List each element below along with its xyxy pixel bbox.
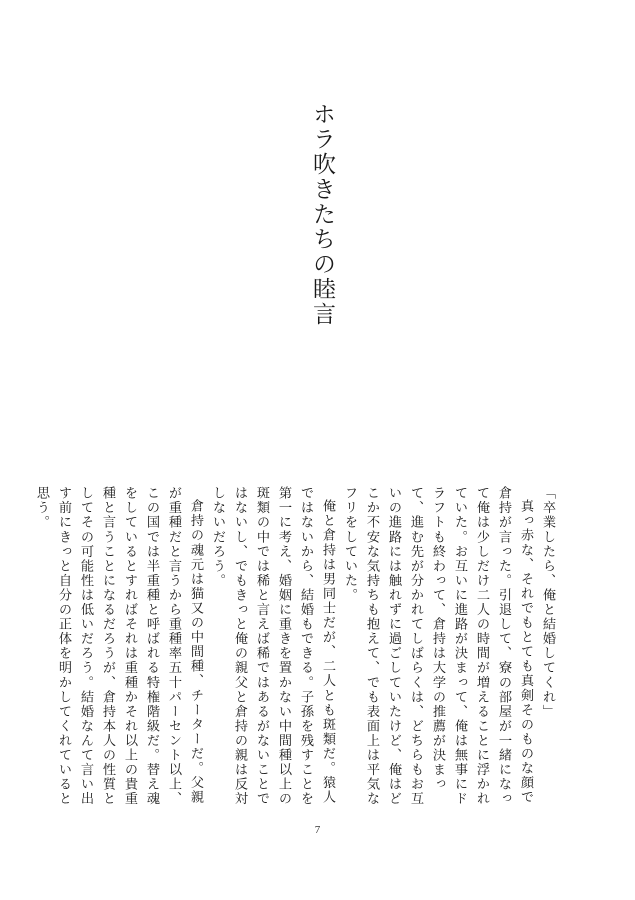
paragraph: 倉持の魂元は猫又の中間種、チーターだ。父親が重種だと言うから重種率五十パーセント以上、この国では半重種と呼ばれる特権階級だ。替え魂をしているとすればそれは重種かそれ以上の貴重種と言うことになるだろうが、倉持本人の性質としてその可能性は低いだろう。結婚なんて言い出す前にきっと自分の正体を明かしてくれていると思う。 (34, 486, 203, 807)
page-number: 7 (314, 824, 321, 836)
paragraph-dialogue: 「卒業したら、俺と結婚してくれ」 (540, 486, 555, 719)
body-text (34, 486, 558, 816)
paragraph: 俺と倉持は男同士だが、二人とも斑類だ。猿人ではないから、結婚もできる。子孫を残すことを第一に考え、婚姻に重きを置かない中間種以上の斑類の中では稀と言えば稀ではあるがないことではないし、でもきっと俺の親父と倉持の親は反対しないだろう。 (210, 486, 335, 807)
paragraph: 真っ赤な、それでもとても真剣そのものな顔で倉持が言った。引退して、寮の部屋が一緒になって俺は少しだけ二人の時間が増えることに浮かれていた。お互いに進路が決まって、俺は無事にドラフトも終わって、倉持は大学の推薦が決まって、進む先が分かれてしばらくは、どちらもお互いの進路には触れずに過ごしていたけど、俺はどこか不安な気持ちも抱えて、でも表面上は平気なフリをしていた。 (342, 486, 533, 807)
page-title: ホラ吹きたちの睦言 (309, 102, 335, 327)
